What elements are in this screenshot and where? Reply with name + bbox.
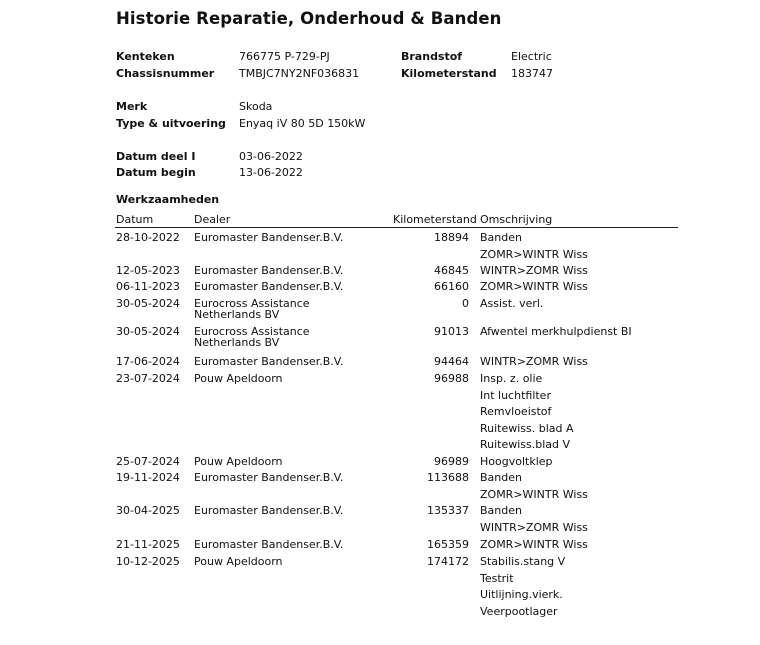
brandstof-label: Brandstof bbox=[401, 50, 463, 63]
row-km: 91013 bbox=[434, 325, 469, 338]
row-description: Afwentel merkhulpdienst BI bbox=[480, 325, 632, 338]
row-description: Stabilis.stang V bbox=[480, 555, 566, 568]
row-description: Banden bbox=[480, 504, 522, 517]
type-label: Type & uitvoering bbox=[116, 117, 226, 130]
row-km: 165359 bbox=[427, 538, 469, 551]
row-date: 30-04-2025 bbox=[116, 504, 180, 517]
row-description: ZOMR>WINTR Wiss bbox=[480, 487, 588, 501]
row-km: 46845 bbox=[434, 264, 469, 277]
row-date: 17-06-2024 bbox=[116, 355, 180, 368]
row-date: 21-11-2025 bbox=[116, 538, 180, 551]
row-description: Banden bbox=[480, 471, 522, 484]
row-km: 96989 bbox=[434, 455, 469, 468]
row-km: 113688 bbox=[427, 471, 469, 484]
datum-deel1-value: 03-06-2022 bbox=[239, 150, 303, 163]
row-dealer: Euromaster Bandenser.B.V. bbox=[194, 280, 344, 293]
row-description: Uitlijning.vierk. bbox=[480, 588, 563, 601]
col-header-omschrijving: Omschrijving bbox=[480, 213, 553, 226]
row-description: ZOMR>WINTR Wiss bbox=[480, 247, 588, 261]
row-dealer: Euromaster Bandenser.B.V. bbox=[194, 264, 344, 277]
row-description: WINTR>ZOMR Wiss bbox=[480, 264, 588, 277]
row-dealer: Euromaster Bandenser.B.V. bbox=[194, 355, 344, 368]
row-km: 135337 bbox=[427, 504, 469, 517]
chassis-label: Chassisnummer bbox=[116, 67, 215, 80]
row-dealer: Eurocross Assistance Netherlands BV bbox=[194, 297, 310, 321]
row-description: Remvloeistof bbox=[480, 405, 552, 418]
kilometerstand-label: Kilometerstand bbox=[401, 67, 497, 80]
row-date: 30-05-2024 bbox=[116, 297, 180, 310]
row-date: 19-11-2024 bbox=[116, 471, 180, 484]
row-description: Hoogvoltklep bbox=[480, 455, 553, 468]
type-value: Enyaq iV 80 5D 150kW bbox=[239, 117, 366, 130]
row-description: WINTR>ZOMR Wiss bbox=[480, 355, 588, 368]
chassis-value: TMBJC7NY2NF036831 bbox=[239, 67, 360, 80]
col-header-dealer: Dealer bbox=[194, 213, 231, 226]
werkzaamheden-heading: Werkzaamheden bbox=[116, 193, 220, 206]
row-description: Int luchtfilter bbox=[480, 388, 551, 402]
row-date: 25-07-2024 bbox=[116, 455, 180, 468]
row-description: Assist. verl. bbox=[480, 297, 544, 310]
kenteken-value: 766775 P-729-PJ bbox=[239, 50, 330, 63]
row-km: 0 bbox=[462, 297, 469, 310]
row-date: 06-11-2023 bbox=[116, 280, 180, 293]
brandstof-value: Electric bbox=[511, 50, 552, 63]
header-divider bbox=[115, 227, 678, 228]
row-dealer: Pouw Apeldoorn bbox=[194, 455, 283, 468]
datum-begin-value: 13-06-2022 bbox=[239, 166, 303, 179]
row-date: 30-05-2024 bbox=[116, 325, 180, 338]
row-dealer: Euromaster Bandenser.B.V. bbox=[194, 538, 344, 551]
merk-label: Merk bbox=[116, 100, 148, 113]
datum-deel1-label: Datum deel I bbox=[116, 150, 196, 163]
col-header-kilometerstand: Kilometerstand bbox=[393, 213, 477, 226]
kenteken-label: Kenteken bbox=[116, 50, 175, 63]
row-dealer: Euromaster Bandenser.B.V. bbox=[194, 231, 344, 244]
kilometerstand-value: 183747 bbox=[511, 67, 553, 80]
row-description: Veerpootlager bbox=[480, 604, 558, 618]
page-title: Historie Reparatie, Onderhoud & Banden bbox=[116, 9, 502, 28]
row-description: Banden bbox=[480, 231, 522, 244]
row-description: ZOMR>WINTR Wiss bbox=[480, 538, 588, 551]
row-km: 96988 bbox=[434, 372, 469, 385]
row-dealer: Euromaster Bandenser.B.V. bbox=[194, 471, 344, 484]
row-description: Ruitewiss.blad V bbox=[480, 438, 571, 451]
row-description: ZOMR>WINTR Wiss bbox=[480, 280, 588, 293]
row-km: 94464 bbox=[434, 355, 469, 368]
row-dealer: Pouw Apeldoorn bbox=[194, 372, 283, 385]
row-km: 174172 bbox=[427, 555, 469, 568]
row-description: Insp. z. olie bbox=[480, 372, 543, 385]
row-km: 18894 bbox=[434, 231, 469, 244]
datum-begin-label: Datum begin bbox=[116, 166, 196, 179]
row-description: Testrit bbox=[480, 571, 514, 585]
row-date: 10-12-2025 bbox=[116, 555, 180, 568]
row-dealer: Euromaster Bandenser.B.V. bbox=[194, 504, 344, 517]
row-dealer: Eurocross Assistance Netherlands BV bbox=[194, 325, 310, 349]
row-km: 66160 bbox=[434, 280, 469, 293]
row-date: 23-07-2024 bbox=[116, 372, 180, 385]
col-header-datum: Datum bbox=[116, 213, 154, 226]
merk-value: Skoda bbox=[239, 100, 273, 113]
row-date: 12-05-2023 bbox=[116, 264, 180, 277]
row-date: 28-10-2022 bbox=[116, 231, 180, 244]
row-description: WINTR>ZOMR Wiss bbox=[480, 520, 588, 534]
row-description: Ruitewiss. blad A bbox=[480, 421, 574, 435]
row-dealer: Pouw Apeldoorn bbox=[194, 555, 283, 568]
